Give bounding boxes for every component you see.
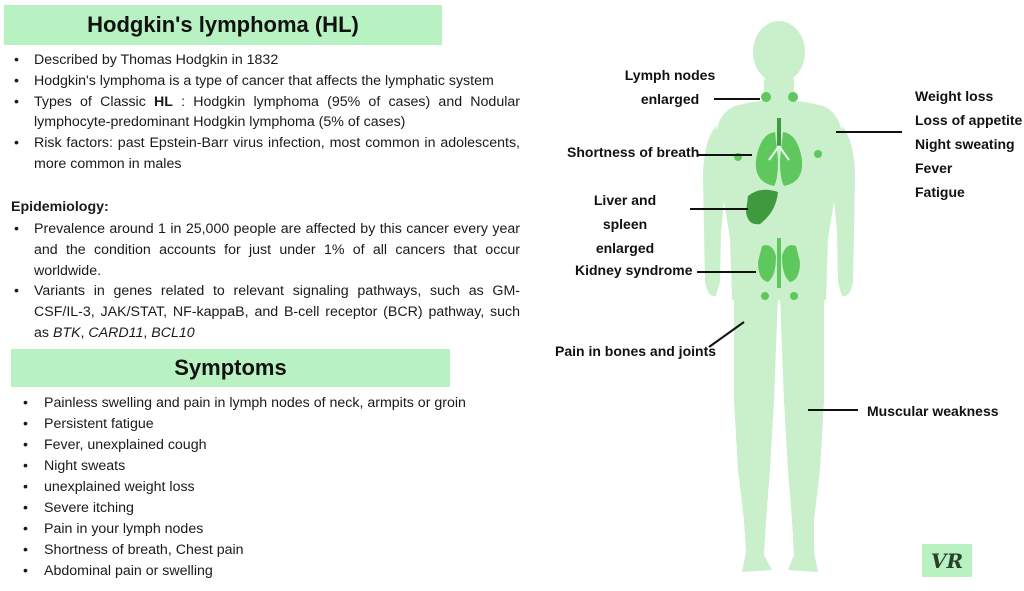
label-line: enlarged: [640, 91, 700, 107]
symptom-text: Night sweats: [44, 458, 126, 474]
label-line: Night sweating: [915, 136, 1015, 152]
intro-types-hl: HL: [153, 93, 173, 110]
label-liver-spleen: [570, 188, 680, 260]
label-line: Weight loss: [915, 88, 994, 104]
vr-logo-text: VR: [930, 548, 964, 573]
vr-logo: [922, 544, 972, 577]
label-line: Fever: [915, 160, 953, 176]
label-kidney: Kidney syndrome: [575, 262, 693, 278]
intro-types-prefix: Types of Classic: [34, 93, 154, 110]
symptom-text: unexplained weight loss: [44, 479, 195, 495]
gene-btk: BTK: [52, 324, 81, 341]
label-muscular: Muscular weakness: [867, 403, 999, 419]
label-line: Fatigue: [915, 184, 965, 200]
symptoms-heading: Symptoms: [174, 355, 287, 380]
label-line: Liver and spleen: [593, 192, 657, 232]
gene-separator: ,: [80, 324, 89, 341]
intro-risk-factors: Risk factors: past Epstein-Barr virus infection, most common in adolescents, more common in males: [34, 135, 520, 172]
intro-types-text: : Hodgkin lymphoma (95% of cases) and Nodular lymphocyte-predominant Hodgkin lymphoma (5% of cases): [34, 93, 520, 131]
intro-definition: Hodgkin's lymphoma is a type of cancer that affects the lymphatic system: [34, 72, 494, 89]
label-lymph-nodes: [615, 63, 725, 111]
label-bones-joints: Pain in bones and joints: [555, 343, 717, 359]
body-silhouette: [703, 21, 855, 572]
label-line: enlarged: [595, 240, 655, 256]
label-general-symptoms: [915, 84, 1022, 204]
epidemiology-prevalence: Prevalence around 1 in 25,000 people are affected by this cancer every year and the condition accounts for just under 1% of all cancers that occur worldwide.: [34, 221, 520, 279]
intro-described: Described by Thomas Hodgkin in 1832: [34, 52, 279, 68]
symptom-text: Persistent fatigue: [44, 416, 154, 432]
epidemiology-variants: Variants in genes related to relevant signaling pathways, such as GM-CSF/IL-3, JAK/STAT, NF-kappaB, and B-cell receptor (BCR) pathway, such as: [34, 283, 520, 341]
gene-separator: ,: [143, 324, 152, 341]
symptom-text: Pain in your lymph nodes: [44, 521, 204, 537]
symptom-text: Abdominal pain or swelling: [44, 563, 213, 579]
symptom-text: Fever, unexplained cough: [44, 437, 207, 453]
label-shortness-breath: Shortness of breath: [567, 144, 700, 160]
gene-bcl10: BCL10: [151, 324, 195, 341]
page-title: Hodgkin's lymphoma (HL): [87, 12, 359, 37]
symptom-text: Shortness of breath, Chest pain: [44, 542, 244, 558]
label-line: Loss of appetite: [915, 112, 1023, 128]
gene-card11: CARD11: [88, 324, 144, 341]
label-line: Lymph nodes: [624, 67, 716, 83]
epidemiology-heading: Epidemiology:: [11, 199, 109, 215]
symptom-text: Severe itching: [44, 500, 134, 516]
symptom-text: Painless swelling and pain in lymph nodes of neck, armpits or groin: [44, 395, 466, 411]
